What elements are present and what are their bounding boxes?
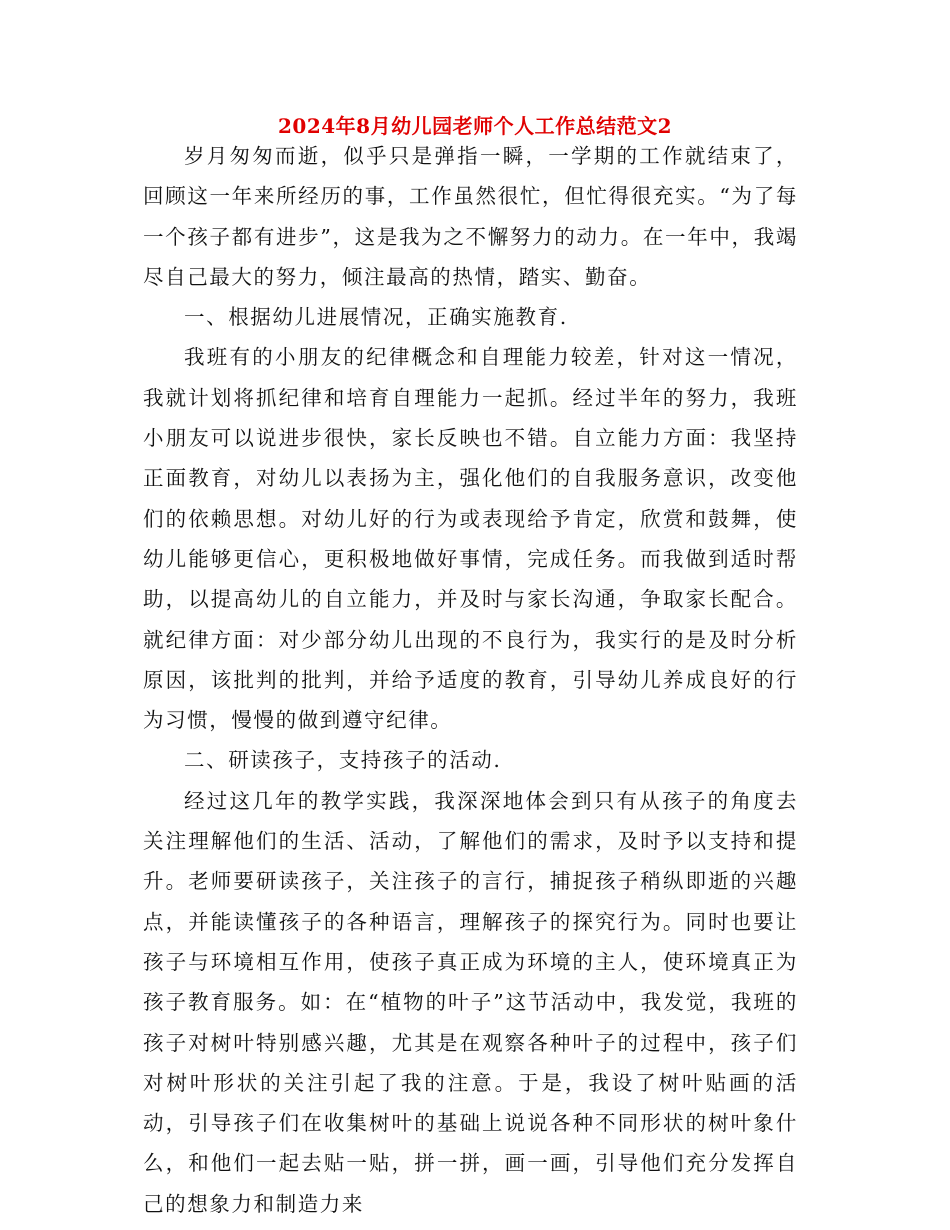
section-2-paragraph: 经过这几年的教学实践，我深深地体会到只有从孩子的角度去关注理解他们的生活、活动，了解他们的需求，及时予以支持和提升。老师要研读孩子，关注孩子的言行，捕捉孩子稍纵即逝的兴趣点，并能读懂孩子的各种语言，理解孩子的探究行为。同时也要让孩子与环境相互作用，使孩子真正成为环境的主人，使环境真正为孩子教育服务。如：在“植物的叶子”这节活动中，我发觉，我班的孩子对树叶特别感兴趣，尤其是在观察各种叶子的过程中，孩子们对树叶形状的关注引起了我的注意。于是，我设了树叶贴画的活动，引导孩子们在收集树叶的基础上说说各种不同形状的树叶象什么，和他们一起去贴一贴，拼一拼，画一画，引导他们充分发挥自己的想象力和制造力来 — [143, 788, 798, 1216]
section-1-paragraph: 我班有的小朋友的纪律概念和自理能力较差，针对这一情况，我就计划将抓纪律和培育自理能力一起抓。经过半年的努力，我班小朋友可以说进步很快，家长反映也不错。自立能力方面：我坚持正面教育，对幼儿以表扬为主，强化他们的自我服务意识，改变他们的依赖思想。对幼儿好的行为或表现给予肯定，欣赏和鼓舞，使幼儿能够更信心，更积极地做好事情，完成任务。而我做到适时帮助，以提高幼儿的自立能力，并及时与家长沟通，争取家长配合。就纪律方面：对少部分幼儿出现的不良行为，我实行的是及时分析原因，该批判的批判，并给予适度的教育，引导幼儿养成良好的行为习惯，慢慢的做到遵守纪律。 — [143, 345, 798, 733]
document-body — [143, 136, 798, 1224]
document-title: 2024年8月幼儿园老师个人工作总结范文2 — [278, 114, 672, 138]
section-heading-1: 一、根据幼儿进展情况，正确实施教育. — [184, 305, 568, 330]
section-heading-2: 二、研读孩子，支持孩子的活动. — [184, 748, 502, 773]
intro-paragraph: 岁月匆匆而逝，似乎只是弹指一瞬，一学期的工作就结束了，回顾这一年来所经历的事，工作虽然很忙，但忙得很充实。“为了每一个孩子都有进步”，这是我为之不懈努力的动力。在一年中，我竭尽自己最大的努力，倾注最高的热情，踏实、勤奋。 — [143, 144, 798, 289]
